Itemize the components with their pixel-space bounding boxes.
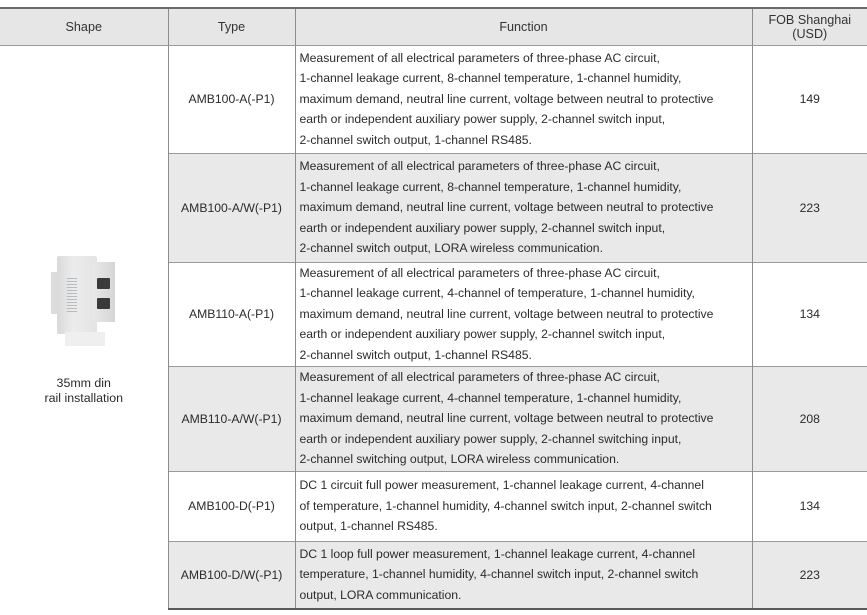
header-type: Type <box>168 8 295 45</box>
table-header-row <box>0 8 867 45</box>
shape-cell <box>0 45 168 609</box>
price-cell: 134 <box>752 262 867 366</box>
price-cell: 223 <box>752 541 867 609</box>
function-cell <box>295 262 752 366</box>
header-fob-price <box>752 8 867 45</box>
function-line: earth or independent auxiliary power supply, 2-channel switching input, <box>299 431 682 446</box>
table-row <box>0 45 867 153</box>
header-shape: Shape <box>0 8 168 45</box>
function-line: 1-channel leakage current, 8-channel temperature, 1-channel humidity, <box>299 71 682 86</box>
function-line: maximum demand, neutral line current, voltage between neutral to protective <box>299 411 714 426</box>
header-fob-line1: FOB Shanghai <box>768 12 852 27</box>
function-line: 2-channel switch output, 1-channel RS485. <box>299 347 532 362</box>
price-cell: 149 <box>752 45 867 153</box>
function-line: Measurement of all electrical parameters of three-phase AC circuit, <box>299 159 660 174</box>
shape-caption-line2: rail installation <box>44 391 123 406</box>
function-line: temperature, 1-channel humidity, 4-channel switch input, 2-channel switch <box>299 567 699 582</box>
function-cell <box>295 541 752 609</box>
function-line: Measurement of all electrical parameters of three-phase AC circuit, <box>299 265 660 280</box>
function-cell <box>295 366 752 471</box>
function-line: 2-channel switch output, LORA wireless communication. <box>299 241 603 256</box>
function-line: of temperature, 1-channel humidity, 4-channel switch input, 2-channel switch <box>299 498 712 513</box>
header-function: Function <box>295 8 752 45</box>
function-line: Measurement of all electrical parameters of three-phase AC circuit, <box>299 370 660 385</box>
function-line: 1-channel leakage current, 4-channel temperature, 1-channel humidity, <box>299 390 682 405</box>
function-line: 1-channel leakage current, 4-channel of temperature, 1-channel humidity, <box>299 286 695 301</box>
function-line: DC 1 circuit full power measurement, 1-channel leakage current, 4-channel <box>299 478 704 493</box>
function-line: earth or independent auxiliary power supply, 2-channel switch input, <box>299 220 666 235</box>
function-line: 1-channel leakage current, 8-channel temperature, 1-channel humidity, <box>299 179 682 194</box>
function-line: 2-channel switch output, 1-channel RS485. <box>299 132 532 147</box>
function-line: output, LORA communication. <box>299 588 462 603</box>
function-line: maximum demand, neutral line current, voltage between neutral to protective <box>299 306 714 321</box>
price-cell: 208 <box>752 366 867 471</box>
function-line: 2-channel switching output, LORA wireless communication. <box>299 452 620 467</box>
type-cell: AMB100-A(-P1) <box>168 45 295 153</box>
function-line: Measurement of all electrical parameters of three-phase AC circuit, <box>299 50 660 65</box>
function-line: maximum demand, neutral line current, voltage between neutral to protective <box>299 91 714 106</box>
shape-caption-line1: 35mm din <box>56 376 111 391</box>
type-cell: AMB100-D/W(-P1) <box>168 541 295 609</box>
price-cell: 134 <box>752 471 867 541</box>
din-rail-meter-device-image <box>49 248 119 348</box>
price-cell: 223 <box>752 153 867 262</box>
header-fob-line2: (USD) <box>792 26 828 41</box>
product-price-table-container <box>0 7 867 610</box>
function-line: output, 1-channel RS485. <box>299 519 438 534</box>
function-cell <box>295 153 752 262</box>
function-line: earth or independent auxiliary power supply, 2-channel switch input, <box>299 112 666 127</box>
type-cell: AMB110-A(-P1) <box>168 262 295 366</box>
type-cell: AMB100-A/W(-P1) <box>168 153 295 262</box>
shape-caption <box>1 376 167 406</box>
type-cell: AMB110-A/W(-P1) <box>168 366 295 471</box>
function-line: earth or independent auxiliary power supply, 2-channel switch input, <box>299 327 666 342</box>
function-cell <box>295 471 752 541</box>
type-cell: AMB100-D(-P1) <box>168 471 295 541</box>
function-line: DC 1 loop full power measurement, 1-channel leakage current, 4-channel <box>299 546 696 561</box>
product-price-table <box>0 7 867 610</box>
function-line: maximum demand, neutral line current, voltage between neutral to protective <box>299 200 714 215</box>
function-cell <box>295 45 752 153</box>
